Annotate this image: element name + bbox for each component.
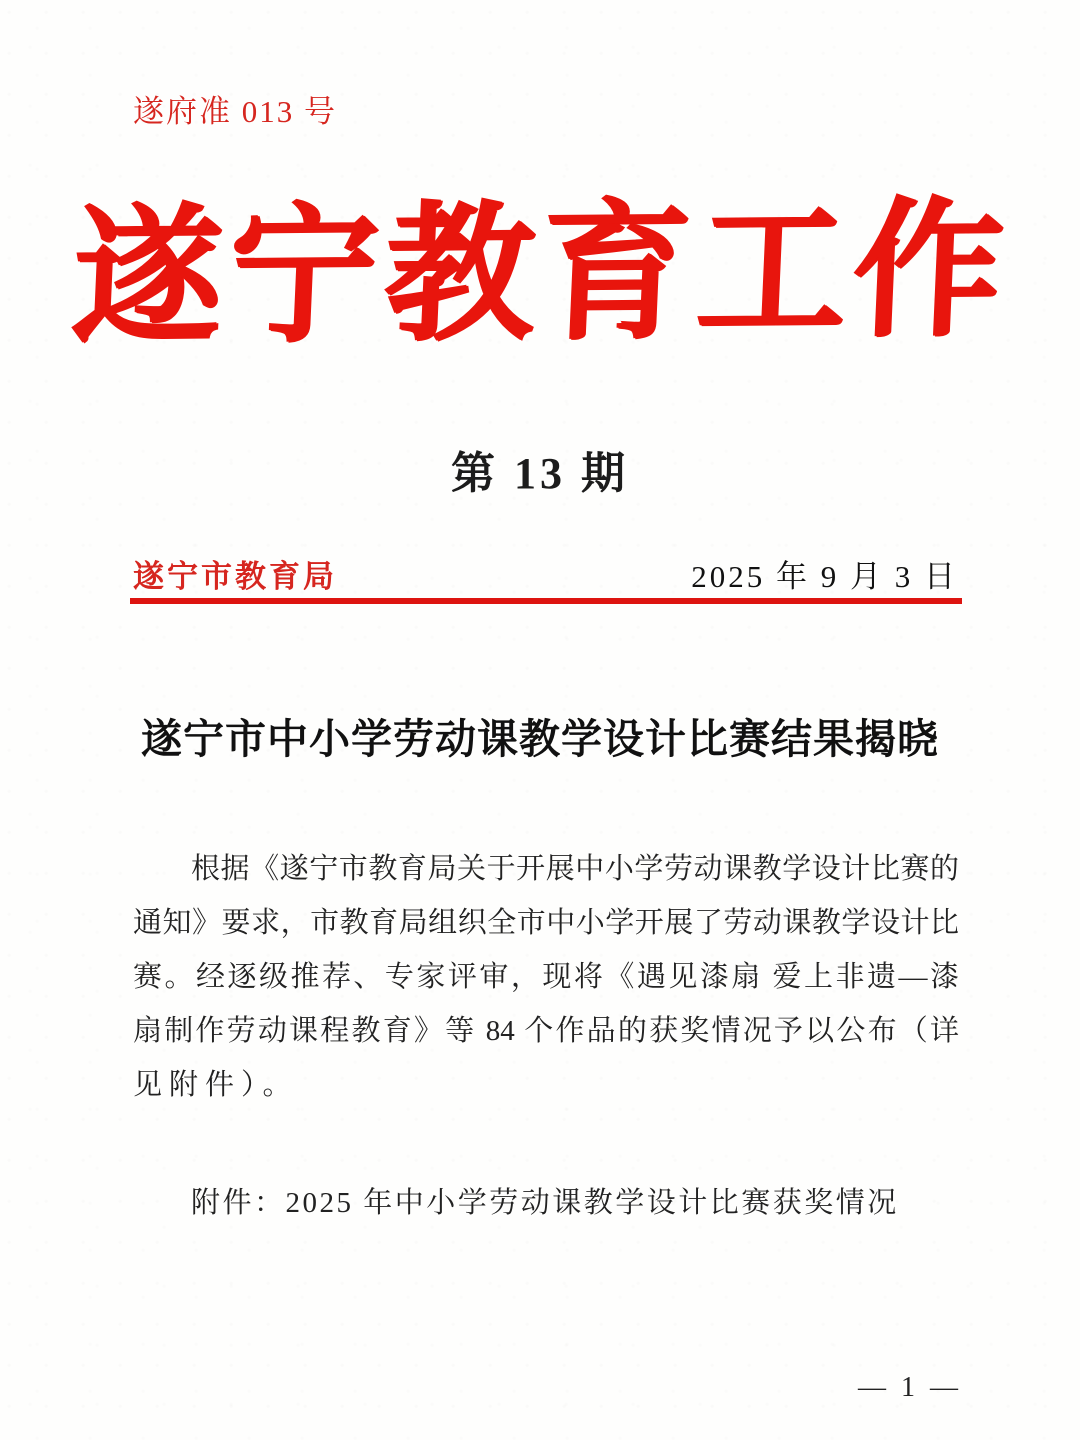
issue-number: 第 13 期 (451, 449, 629, 498)
body-line-2: 通知》要求，市教育局组织全市中小学开展了劳动课教学设计比 (133, 907, 959, 939)
publisher-name: 遂宁市教育局 (133, 559, 337, 594)
masthead-title: 遂宁教育工作 (68, 187, 1012, 363)
body-line-4: 扇制作劳动课程教育》等 84 个作品的获奖情况予以公布（详 (133, 1015, 959, 1047)
publication-date: 2025 年 9 月 3 日 (691, 559, 958, 594)
red-divider-line (130, 598, 962, 604)
attachment-line: 附件：2025 年中小学劳动课教学设计比赛获奖情况 (191, 1187, 899, 1219)
page-number: — 1 — (858, 1372, 962, 1403)
doc-approval-number: 遂府准 013 号 (133, 94, 337, 129)
body-line-5: 见附件）。 (133, 1069, 299, 1101)
body-line-3: 赛。经逐级推荐、专家评审，现将《遇见漆扇 爱上非遗—漆 (133, 961, 959, 993)
publisher-date-row (133, 551, 958, 596)
body-line-1: 根据《遂宁市教育局关于开展中小学劳动课教学设计比赛的 (191, 853, 959, 885)
article-title: 遂宁市中小学劳动课教学设计比赛结果揭晓 (141, 716, 939, 762)
article-body (133, 842, 959, 1112)
